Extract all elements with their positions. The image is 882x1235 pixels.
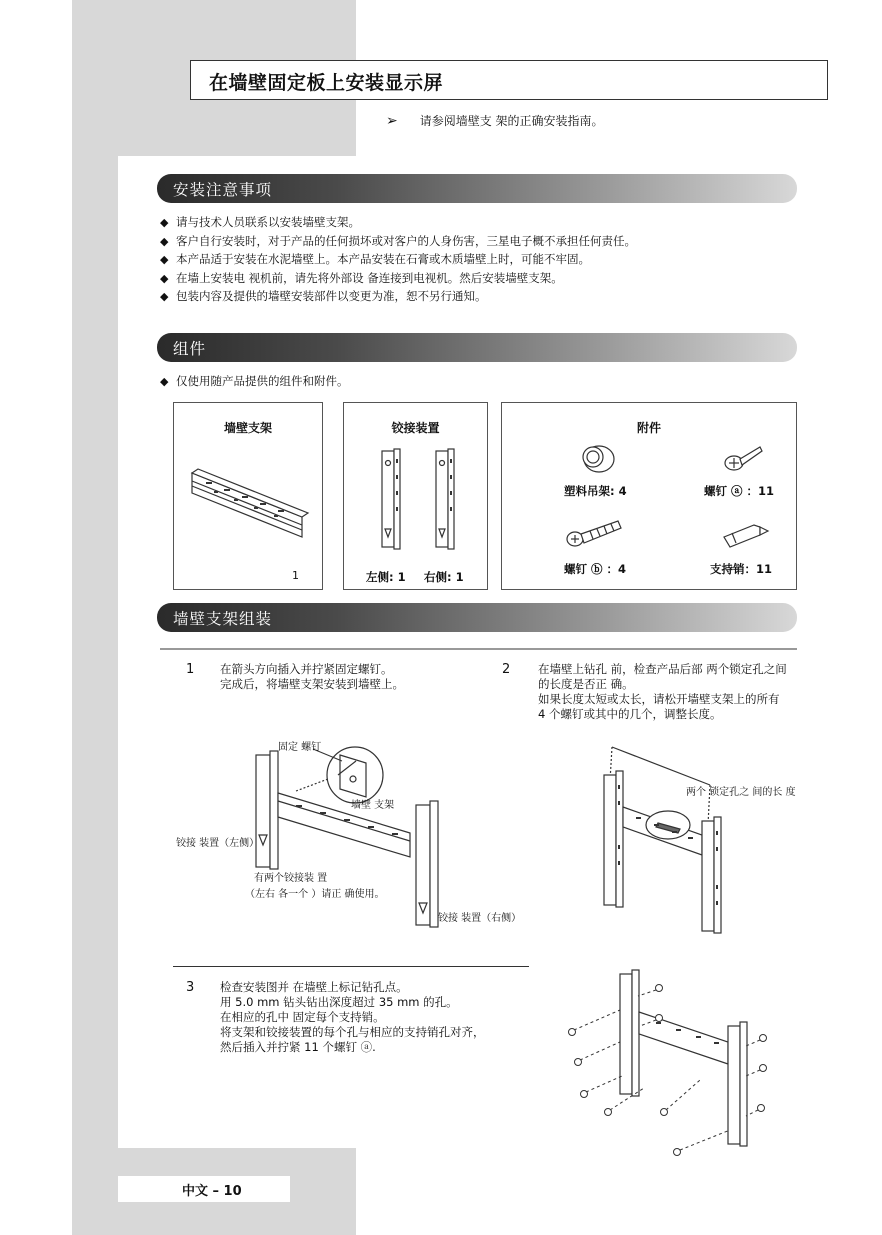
diamond-bullet-icon: ◆	[160, 290, 169, 303]
section-title: 安装注意事项	[173, 181, 273, 199]
list-item: ◆ 仅使用随产品提供的组件和附件。	[160, 372, 349, 391]
page-title-box	[190, 60, 828, 100]
section-header-components	[157, 333, 797, 362]
section-title: 组件	[173, 340, 207, 358]
diamond-bullet-icon: ◆	[160, 216, 169, 229]
screw-b-label: 螺钉 ⓑ ：4	[564, 562, 627, 576]
page-title: 在墙壁固定板上安装显示屏	[209, 72, 444, 94]
step-2-illustration	[590, 745, 800, 935]
fig1-label-hinge-right: 铰接 装置（右侧）	[438, 913, 522, 924]
diamond-bullet-icon: ◆	[160, 253, 169, 266]
fig2-label: 两个 锁定孔之 间的长 度	[686, 787, 796, 798]
fig1-label-hinge-left: 铰接 装置（左侧）	[176, 838, 260, 849]
list-item: ◆ 在墙上安装电 视机前，请先将外部设 备连接到电视机。然后安装墙壁支架。	[160, 269, 636, 288]
wall-bracket-qty: 1	[292, 569, 299, 582]
wall-bracket-illustration	[184, 455, 314, 555]
components-note	[160, 372, 349, 391]
hinge-box	[343, 402, 488, 590]
hinge-illustration	[358, 445, 478, 555]
gray-left-margin	[72, 156, 118, 1150]
screw-b-icon	[564, 515, 634, 551]
accessories-box	[501, 402, 797, 590]
step-3-illustration	[560, 960, 790, 1170]
hinge-left-qty: 左侧: 1	[366, 570, 406, 584]
fig1-note-line2: （左右 各一个 ）请正 确使用。	[245, 889, 385, 900]
intro-note	[386, 112, 604, 129]
support-pin-label: 支持销：11	[710, 562, 773, 576]
plastic-hanger-label: 塑料吊架: 4	[564, 484, 627, 498]
step-3-rule	[173, 966, 529, 967]
list-item: ◆ 客户自行安装时，对于产品的任何损坏或对客户的人身伤害，三星电子概不承担任何责任。	[160, 232, 636, 251]
step-3-number: 3	[186, 980, 195, 995]
section-header-assembly	[157, 603, 797, 632]
fig1-label-screw: 固定 螺钉	[278, 742, 322, 753]
step-1-number: 1	[186, 662, 195, 677]
section-title: 墙壁支架组装	[173, 610, 273, 628]
step-2-number: 2	[502, 662, 511, 677]
screw-a-label: 螺钉 ⓐ ：11	[704, 484, 775, 498]
box-title: 附件	[636, 421, 661, 435]
screw-a-icon	[720, 441, 770, 481]
step-1-text: 在箭头方向插入并拧紧固定螺钉。 完成后，将墙壁支架安装到墙壁上。	[220, 662, 404, 691]
step-3-text: 检查安装图并 在墙壁上标记钻孔点。 用 5.0 mm 钻头钻出深度超过 35 mm 的孔。 在相应的孔中 固定每个支持销。 将支架和铰接装置的每个孔与相应的支持销孔对齐， 然后插入并拧紧 11 个螺钉 ⓐ.	[220, 980, 485, 1054]
list-item: ◆ 包装内容及提供的墙壁安装部件以变更为准，恕不另行通知。	[160, 287, 636, 306]
box-title: 铰接装置	[391, 421, 440, 435]
wall-bracket-box	[173, 402, 323, 590]
divider	[160, 648, 797, 650]
list-item: ◆ 请与技术人员联系以安装墙壁支架。	[160, 213, 636, 232]
section-header-precautions	[157, 174, 797, 203]
step-2-text: 在墙壁上钻孔 前，检查产品后部 两个锁定孔之间 的长度是否正 确。 如果长度太短或太长，请松开墙壁支架上的所有 4 个螺钉或其中的几个，调整长度。	[538, 662, 787, 721]
diamond-bullet-icon: ◆	[160, 271, 169, 285]
diamond-bullet-icon: ◆	[160, 375, 169, 388]
diamond-bullet-icon: ◆	[160, 234, 169, 248]
box-title: 墙壁支架	[223, 421, 272, 435]
intro-note-text: 请参阅墙壁支 架的正确安装指南。	[419, 114, 604, 128]
hinge-right-qty: 右侧: 1	[424, 570, 464, 584]
list-item: ◆ 本产品适于安装在水泥墙壁上。本产品安装在石膏或木质墙壁上时，可能不牢固。	[160, 250, 636, 269]
page-number-box	[118, 1176, 290, 1202]
fig1-note-line1: 有两个铰接装 置	[254, 873, 328, 884]
support-pin-icon	[716, 517, 776, 553]
arrow-icon: ➢	[386, 113, 398, 129]
plastic-hanger-icon	[572, 439, 622, 479]
precautions-list	[160, 213, 636, 306]
page-number: 中文 – 10	[182, 1184, 242, 1199]
fig1-label-bracket: 墙壁 支架	[351, 800, 395, 811]
